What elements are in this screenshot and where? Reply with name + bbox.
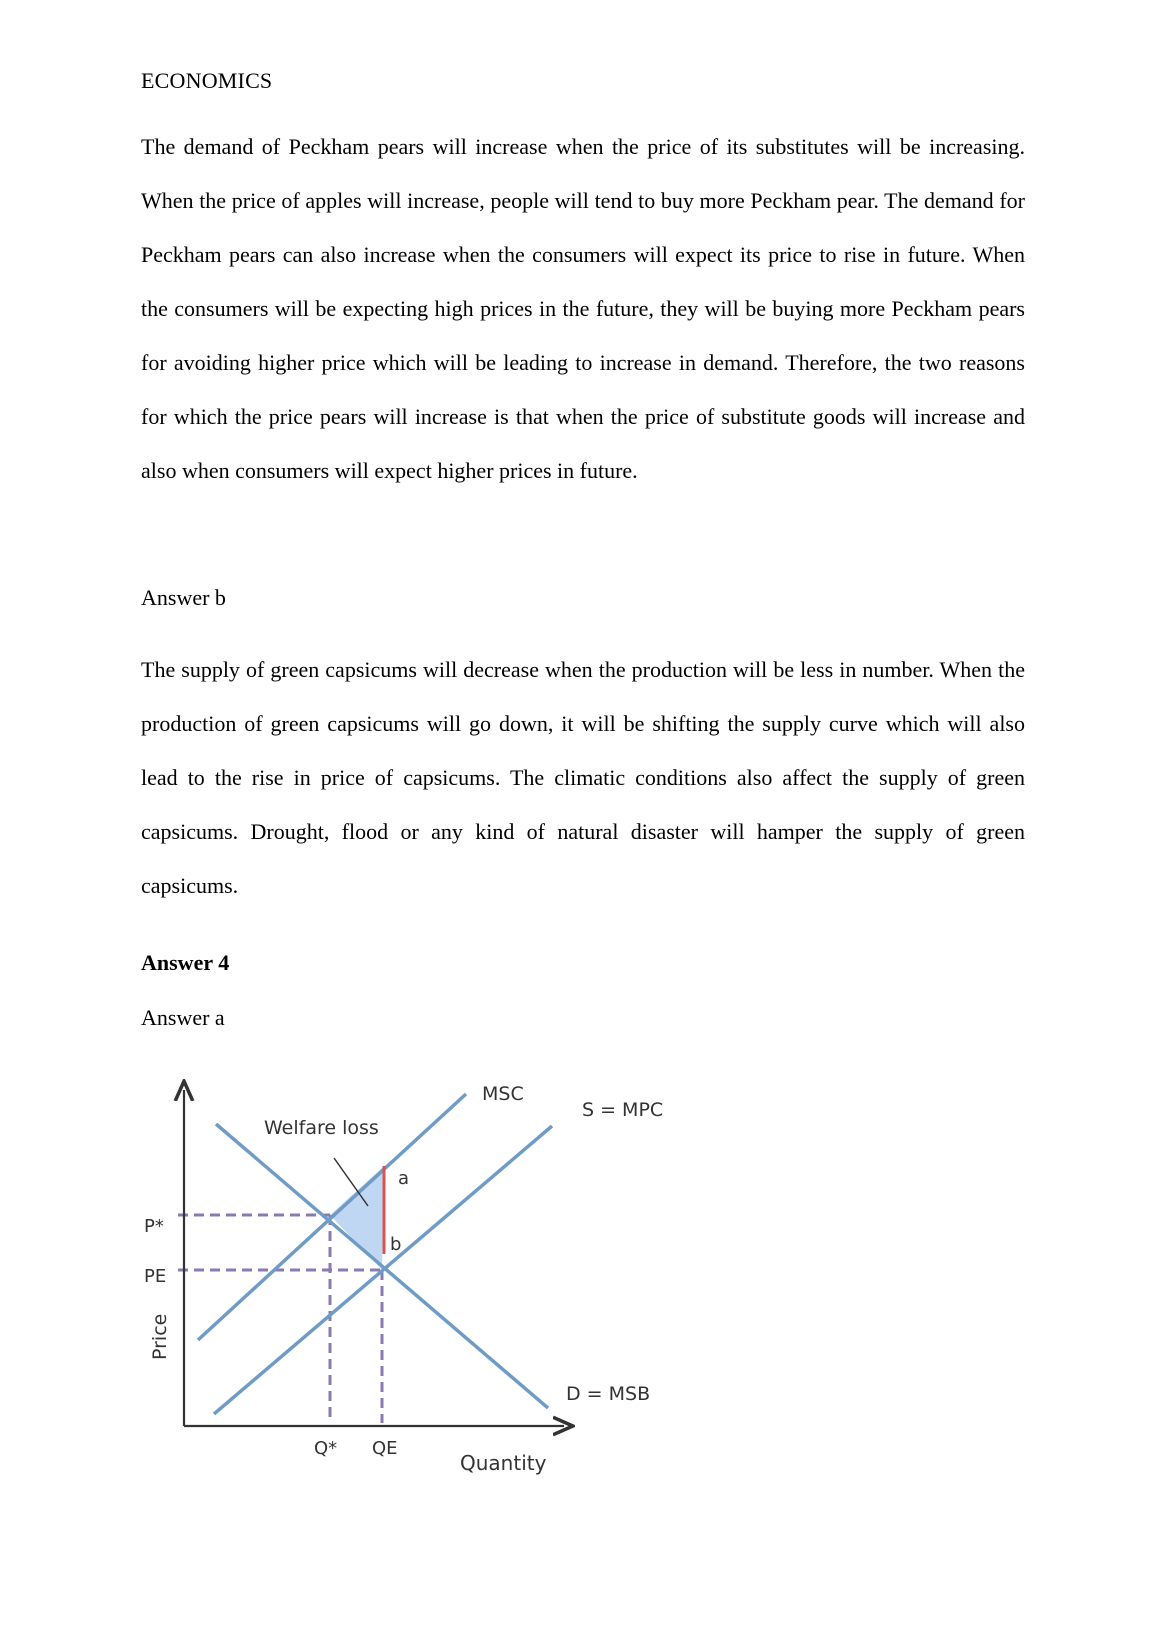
answer-4-heading: Answer 4 bbox=[141, 950, 230, 975]
p-star-tick-label: P* bbox=[144, 1216, 164, 1237]
page-header: ECONOMICS bbox=[141, 68, 273, 93]
paragraph-supply-green-capsicums: The supply of green capsicums will decrease when the production will be less in number. When the production of green capsicums will go down, it will be shifting the supply curve which will also lead to the rise in price of capsicums. The climatic conditions also affect the supply of green capsicums. Drought, flood or any kind of natural disaster will hamper the supply of green capsicums. bbox=[141, 657, 1025, 898]
q-e-tick-label: QE bbox=[372, 1438, 398, 1459]
q-star-tick-label: Q* bbox=[314, 1438, 338, 1459]
x-axis-label: Quantity bbox=[460, 1451, 547, 1475]
welfare-loss-area bbox=[330, 1166, 384, 1270]
paragraph-demand-peckham-pears: The demand of Peckham pears will increase when the price of its substitutes will be increasing. When the price of apples will increase, people will tend to buy more Peckham pear. The demand for Peckham pears can also increase when the consumers will expect its price to rise in future. When the consumers will be expecting high prices in the future, they will be buying more Peckham pears for avoiding higher price which will be leading to increase in demand. Therefore, the two reasons for which the price pears will increase is that when the price of substitute goods will increase and also when consumers will expect higher prices in future. bbox=[141, 134, 1025, 483]
supply-mpc-label: S = MPC bbox=[582, 1099, 664, 1121]
point-a-label: a bbox=[398, 1168, 410, 1189]
demand-msb-label: D = MSB bbox=[566, 1383, 651, 1405]
point-b-label: b bbox=[390, 1234, 402, 1255]
msc-label: MSC bbox=[482, 1083, 524, 1105]
p-e-tick-label: PE bbox=[144, 1266, 167, 1287]
welfare-loss-diagram bbox=[138, 1078, 678, 1490]
answer-a-label: Answer a bbox=[141, 1005, 225, 1030]
y-axis-label: Price bbox=[149, 1313, 171, 1360]
demand-msb-curve bbox=[216, 1124, 548, 1408]
welfare-loss-label: Welfare loss bbox=[264, 1117, 379, 1139]
diagram-svg bbox=[138, 1078, 678, 1490]
answer-b-label: Answer b bbox=[141, 585, 226, 610]
